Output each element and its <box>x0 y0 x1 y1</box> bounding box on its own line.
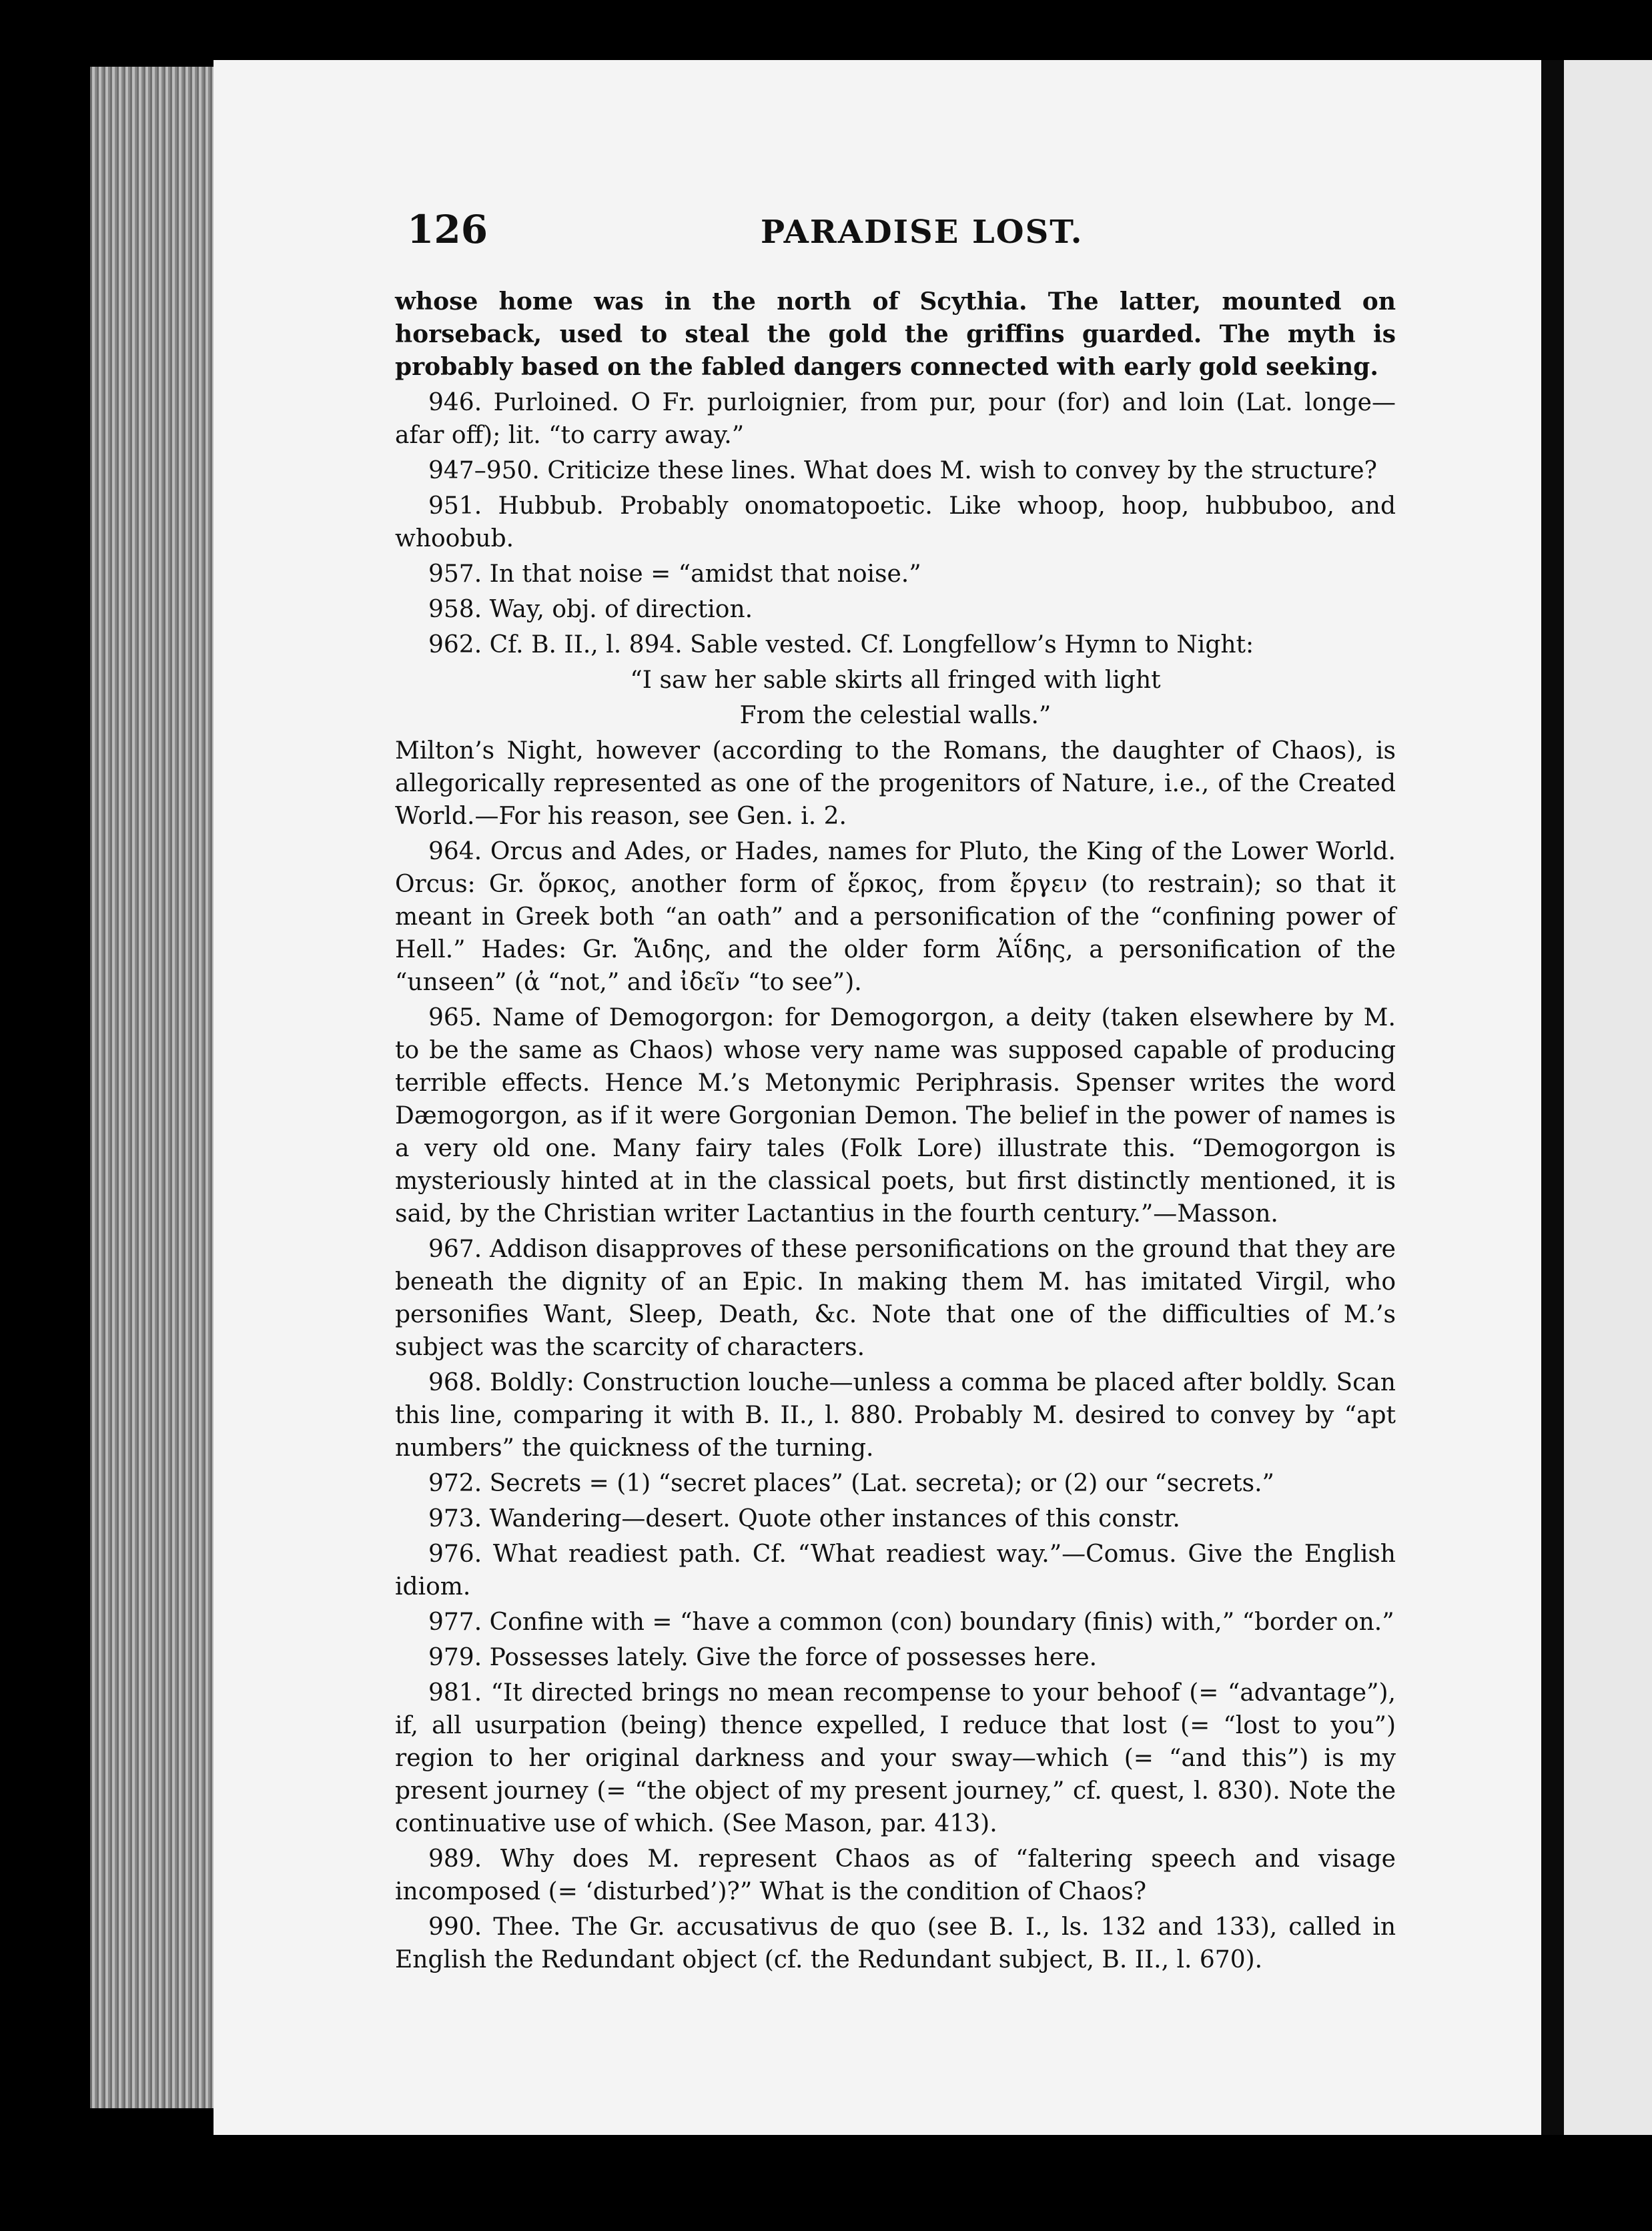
note-paragraph: whose home was in the north of Scythia. The latter, mounted on horseback, used to steal the gold the griffins guarded. The myth is probably based on the fabled dangers connected with early gold seeking. <box>395 288 1396 381</box>
note-paragraph: 981. “It directed brings no mean recompense to your behoof (= “advantage”), if, all usurpation (being) thence expelled, I reduce that lost (= “lost to you”) region to her original darkness and your sway—which (= “and this”) is my present journey (= “the object of my present journey,” cf. quest, l. 830). Note the continuative use of which. (See Mason, par. 413). <box>395 1679 1396 1837</box>
quote-line: “I saw her sable skirts all fringed with light <box>630 666 1161 694</box>
page-header <box>407 207 1381 260</box>
running-title: PARADISE LOST. <box>761 213 1084 251</box>
note-paragraph: 947–950. Criticize these lines. What does M. wish to convey by the structure? <box>428 457 1377 484</box>
note-paragraph: 967. Addison disapproves of these personifications on the ground that they are beneath the dignity of an Epic. In making them M. has imitated Virgil, who personifies Want, Sleep, Death, &c. Note that one of the difficulties of M.’s subject was the scarcity of characters. <box>395 1236 1396 1361</box>
quote-line: From the celestial walls.” <box>739 702 1052 729</box>
gutter-shadow <box>1541 60 1564 2135</box>
note-paragraph: 964. Orcus and Ades, or Hades, names for Pluto, the King of the Lower World. Orcus: Gr. ὅρκος, another form of ἕρκος, from ἔργειν (to restrain); so that it meant in Greek both “an oath” and a personification of the “confining power of Hell.” Hades: Gr. Ἅιδης, and the older form Ἀΐδης, a personification of the “unseen” (ἀ “not,” and ἰδεῖν “to see”). <box>395 838 1396 996</box>
note-paragraph: 972. Secrets = (1) “secret places” (Lat. secreta); or (2) our “secrets.” <box>428 1470 1274 1497</box>
book-page-edges <box>90 67 224 2108</box>
note-paragraph: 973. Wandering—desert. Quote other instances of this constr. <box>428 1505 1180 1532</box>
page-number: 126 <box>407 207 488 252</box>
note-paragraph: 989. Why does M. represent Chaos as of “faltering speech and visage incomposed (= ‘disturbed’)?” What is the condition of Chaos? <box>395 1845 1396 1905</box>
facing-page-edge <box>1564 60 1652 2135</box>
note-paragraph: 962. Cf. B. II., l. 894. Sable vested. Cf. Longfellow’s Hymn to Night: <box>428 631 1254 658</box>
note-paragraph: 976. What readiest path. Cf. “What readiest way.”—Comus. Give the English idiom. <box>395 1540 1396 1601</box>
note-paragraph: 968. Boldly: Construction louche—unless a comma be placed after boldly. Scan this line, comparing it with B. II., l. 880. Probably M. desired to convey by “apt numbers” the quickness of the turning. <box>395 1369 1396 1462</box>
note-paragraph: 990. Thee. The Gr. accusativus de quo (see B. I., ls. 132 and 133), called in English the Redundant object (cf. the Redundant subject, B. II., l. 670). <box>395 1913 1396 1973</box>
note-paragraph: 951. Hubbub. Probably onomatopoetic. Like whoop, hoop, hubbuboo, and whoobub. <box>395 492 1396 552</box>
note-paragraph: 965. Name of Demogorgon: for Demogorgon, a deity (taken elsewhere by M. to be the same as Chaos) whose very name was supposed capable of producing terrible effects. Hence M.’s Metonymic Periphrasis. Spenser writes the word Dæmogorgon, as if it were Gorgonian Demon. The belief in the power of names is a very old one. Many fairy tales (Folk Lore) illustrate this. “Demogorgon is mysteriously hinted at in the classical poets, but first distinctly mentioned, it is said, by the Christian writer Lactantius in the fourth century.”—Masson. <box>395 1004 1396 1228</box>
note-paragraph: 957. In that noise = “amidst that noise.” <box>428 560 921 588</box>
note-paragraph: 946. Purloined. O Fr. purloignier, from pur, pour (for) and loin (Lat. longe—afar off); lit. “to carry away.” <box>395 389 1396 449</box>
note-paragraph: 979. Possesses lately. Give the force of possesses here. <box>428 1644 1098 1671</box>
notes-body <box>395 286 1396 1979</box>
note-paragraph: 958. Way, obj. of direction. <box>428 596 753 623</box>
note-paragraph: Milton’s Night, however (according to the Romans, the daughter of Chaos), is allegorically represented as one of the progenitors of Nature, i.e., of the Created World.—For his reason, see Gen. i. 2. <box>395 737 1396 830</box>
note-paragraph: 977. Confine with = “have a common (con) boundary (finis) with,” “border on.” <box>428 1609 1394 1636</box>
